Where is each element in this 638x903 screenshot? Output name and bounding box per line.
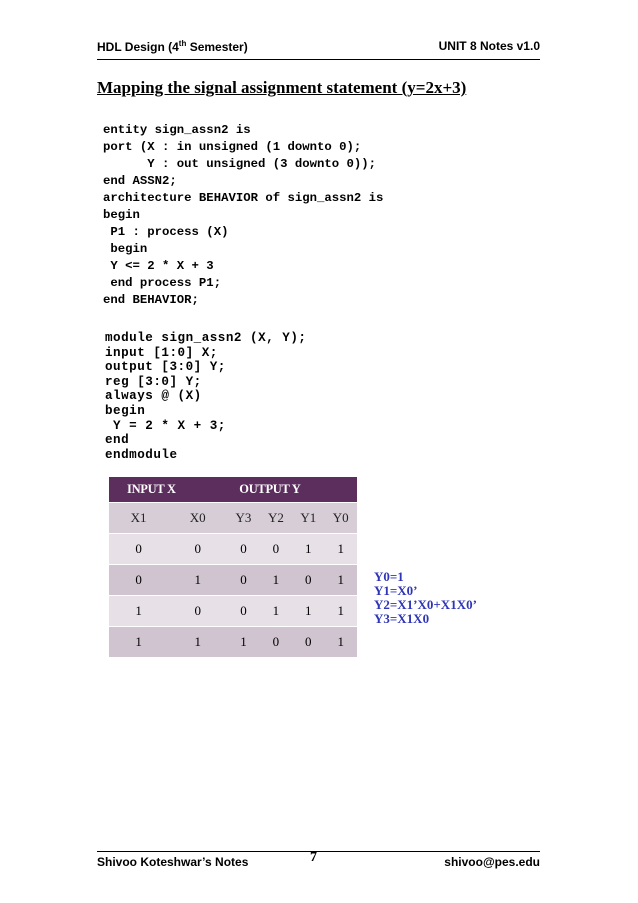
footer-email: shivoo@pes.edu	[444, 855, 540, 869]
table-cell: 0	[109, 565, 168, 596]
truth-table-column-header	[109, 503, 357, 534]
verilog-code-block: module sign_assn2 (X, Y); input [1:0] X; output [3:0] Y; reg [3:0] Y; always @ (X) begin Y = 2 * X + 3; end endmodule	[105, 331, 307, 462]
table-row	[109, 596, 357, 627]
table-cell: 0	[260, 534, 292, 565]
column-header: Y0	[325, 503, 358, 534]
page-number: 7	[310, 850, 317, 865]
table-row	[109, 627, 357, 658]
table-cell: 0	[292, 565, 324, 596]
column-header: X1	[109, 503, 168, 534]
column-header: Y3	[227, 503, 259, 534]
boolean-equations	[374, 570, 477, 626]
table-cell: 1	[325, 627, 358, 658]
table-cell: 1	[292, 596, 324, 627]
table-cell: 0	[227, 534, 259, 565]
table-cell: 1	[325, 596, 358, 627]
table-cell: 1	[325, 565, 358, 596]
page-footer	[97, 851, 540, 872]
table-cell: 1	[260, 565, 292, 596]
footer-author: Shivoo Koteshwar’s Notes	[97, 855, 249, 869]
input-group-header: INPUT X	[109, 477, 227, 503]
table-row	[109, 565, 357, 596]
equation-y3: Y3=X1X0	[374, 611, 430, 626]
table-cell: 0	[168, 596, 227, 627]
table-cell: 1	[227, 627, 259, 658]
table-cell: 1	[260, 596, 292, 627]
section-title: Mapping the signal assignment statement (y=2x+3)	[97, 78, 467, 97]
table-row	[109, 534, 357, 565]
table-cell: 0	[260, 627, 292, 658]
truth-table	[109, 477, 357, 657]
table-cell: 1	[168, 565, 227, 596]
vhdl-code-block: entity sign_assn2 is port (X : in unsigned (1 downto 0); Y : out unsigned (3 downto 0)); end ASSN2; architecture BEHAVIOR of sign_assn2 is begin P1 : process (X) begin Y <= 2 * X + 3 end process P1; end BEHAVIOR;	[103, 123, 384, 307]
truth-table-group-header	[109, 477, 357, 503]
column-header: Y2	[260, 503, 292, 534]
table-cell: 0	[292, 627, 324, 658]
header-unit-label: UNIT 8 Notes v1.0	[438, 39, 540, 53]
column-header: Y1	[292, 503, 324, 534]
page-header	[97, 37, 540, 60]
table-cell: 0	[227, 596, 259, 627]
output-group-header: OUTPUT Y	[227, 477, 357, 503]
table-cell: 1	[168, 627, 227, 658]
column-header: X0	[168, 503, 227, 534]
table-cell: 0	[109, 534, 168, 565]
equation-y0: Y0=1	[374, 569, 404, 584]
table-cell: 0	[227, 565, 259, 596]
header-course-title: HDL Design (4th Semester)	[97, 39, 248, 54]
table-cell: 1	[325, 534, 358, 565]
table-cell: 1	[109, 596, 168, 627]
table-cell: 0	[168, 534, 227, 565]
equation-y2: Y2=X1’X0+X1X0’	[374, 597, 477, 612]
table-cell: 1	[109, 627, 168, 658]
equation-y1: Y1=X0’	[374, 583, 418, 598]
table-cell: 1	[292, 534, 324, 565]
